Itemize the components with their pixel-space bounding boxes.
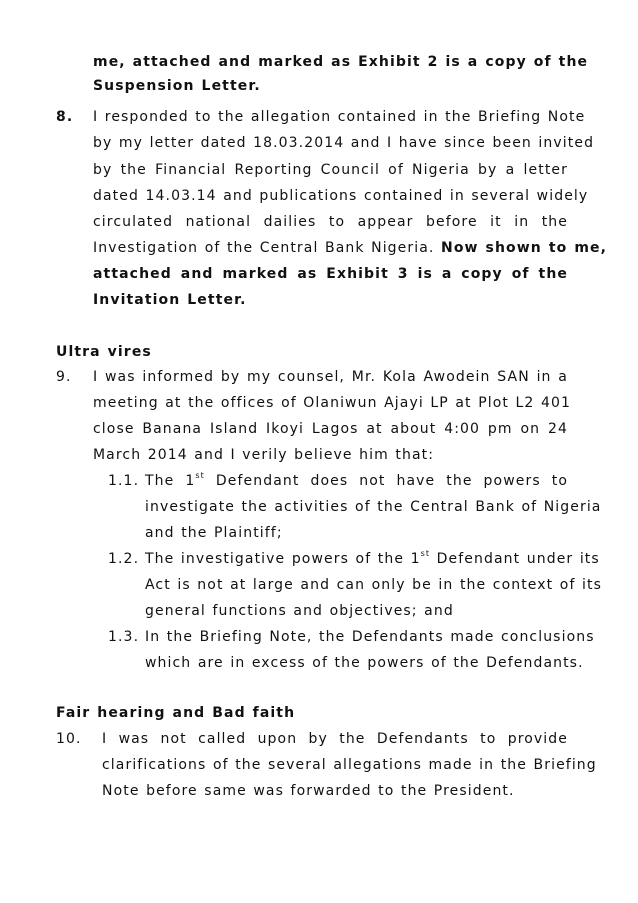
para8-line8: Invitation Letter. [93, 292, 247, 308]
para8-line5: circulated national dailies to appear before it in the [93, 214, 568, 230]
sub1-1-number: 1.1. [108, 473, 140, 489]
para9-line3: close Banana Island Ikoyi Lagos at about 4:00 pm on 24 [93, 421, 568, 437]
sub1-3-number: 1.3. [108, 629, 140, 645]
sub1-2-number: 1.2. [108, 551, 140, 567]
heading-ultra-vires: Ultra vires [56, 344, 152, 360]
para8-number: 8. [56, 109, 74, 125]
heading-fair-hearing: Fair hearing and Bad faith [56, 705, 296, 721]
sub1-3-line1: In the Briefing Note, the Defendants made conclusions [145, 629, 595, 645]
para10-line2: clarifications of the several allegations made in the Briefing [102, 757, 597, 773]
sub1-3-line2: which are in excess of the powers of the Defendants. [145, 655, 584, 671]
para9-line1: I was informed by my counsel, Mr. Kola Awodein SAN in a [93, 369, 568, 385]
para8-line3: by the Financial Reporting Council of Nigeria by a letter [93, 162, 568, 178]
para8-line2: by my letter dated 18.03.2014 and I have since been invited [93, 135, 595, 151]
para8-line4: dated 14.03.14 and publications contained in several widely [93, 188, 589, 204]
para9-number: 9. [56, 369, 72, 385]
para8-line6: Investigation of the Central Bank Nigeria. Now shown to me, [93, 240, 608, 256]
para7-line2: Suspension Letter. [93, 78, 261, 94]
para8-line7: attached and marked as Exhibit 3 is a copy of the [93, 266, 568, 282]
para9-line4: March 2014 and I verily believe him that: [93, 447, 435, 463]
sub1-2-line1: The investigative powers of the 1st Defendant under its [145, 549, 600, 567]
sub1-2-line2: Act is not at large and can only be in the context of its [145, 577, 603, 593]
sub1-1-line2: investigate the activities of the Central Bank of Nigeria [145, 499, 602, 515]
sub1-1-line1: The 1st Defendant does not have the powers to [145, 471, 568, 489]
para10-line3: Note before same was forwarded to the President. [102, 783, 515, 799]
para7-line1: me, attached and marked as Exhibit 2 is a copy of the [93, 54, 589, 70]
sub1-1-line3: and the Plaintiff; [145, 525, 283, 541]
para9-line2: meeting at the offices of Olaniwun Ajayi LP at Plot L2 401 [93, 395, 572, 411]
sub1-2-line3: general functions and objectives; and [145, 603, 454, 619]
para10-number: 10. [56, 731, 82, 747]
para10-line1: I was not called upon by the Defendants to provide [102, 731, 568, 747]
para8-line1: I responded to the allegation contained in the Briefing Note [93, 109, 586, 125]
